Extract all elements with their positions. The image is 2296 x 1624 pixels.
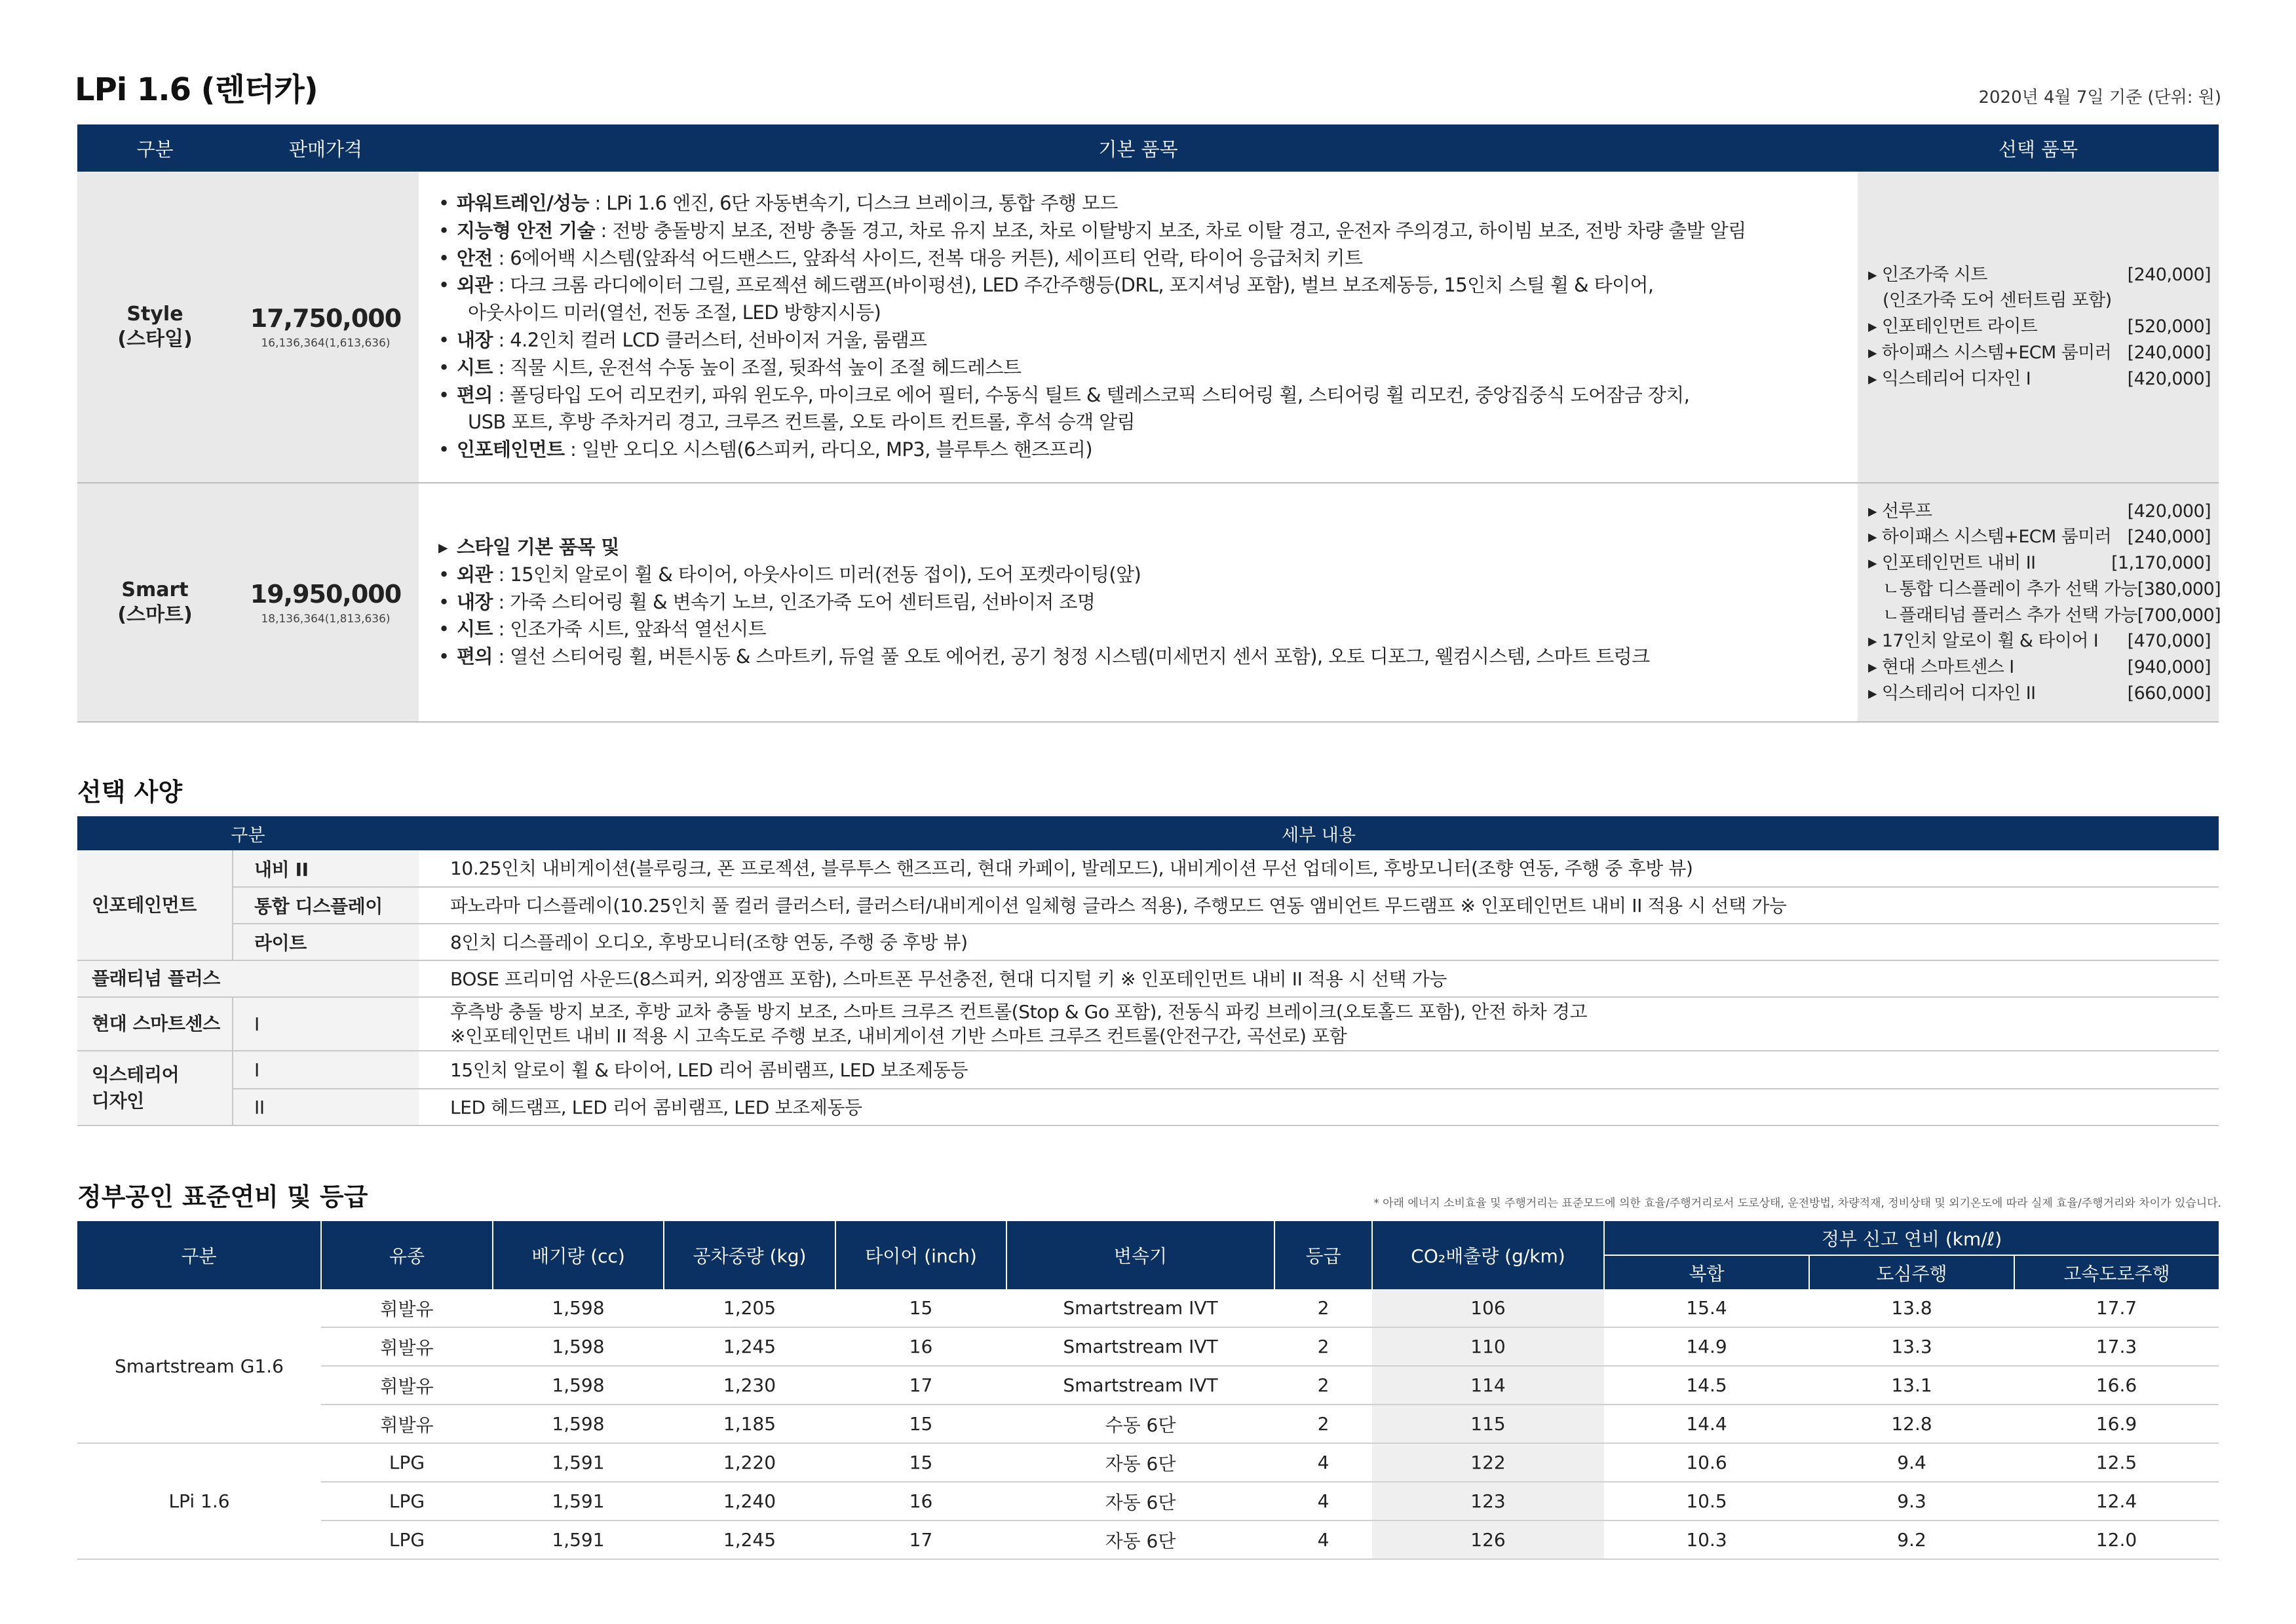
fuel-cell-city: 12.8 <box>1809 1405 2014 1443</box>
trim-row-smart <box>77 483 2219 722</box>
basic-item-text: : LPi 1.6 엔진, 6단 자동변속기, 디스크 브레이크, 통합 주행 모드 <box>588 192 1118 215</box>
fuel-cell-co2: 110 <box>1372 1327 1604 1366</box>
fuel-cell-co2: 114 <box>1372 1366 1604 1405</box>
bullet: • <box>438 383 450 406</box>
option-price: [520,000] <box>2127 316 2211 337</box>
spec-row <box>77 924 2219 960</box>
basic-item-text: : 폴딩타입 도어 리모컨키, 파워 윈도우, 마이크로 에어 필터, 수동식 틸트 & 텔레스코픽 스티어링 휠, 스티어링 휠 리모컨, 중앙집중식 도어잠금 장치, <box>492 383 1690 406</box>
spec-row <box>77 887 2219 924</box>
fuel-cell-fuel: 휘발유 <box>321 1405 493 1443</box>
option-name: ㄴ통합 디스플레이 추가 선택 가능 <box>1883 578 2137 599</box>
basic-item-text: : 일반 오디오 시스템(6스피커, 라디오, MP3, 블루투스 핸즈프리) <box>564 438 1093 461</box>
bullet: • <box>438 192 450 215</box>
option-price: [240,000] <box>2127 342 2211 363</box>
basic-item-label: 지능형 안전 기술 <box>457 219 595 242</box>
basic-item <box>438 616 1858 643</box>
fuel-header-highway: 고속도로주행 <box>2014 1255 2219 1289</box>
spec-row <box>77 1051 2219 1089</box>
option-item <box>1868 550 2211 576</box>
spec-detail-line: ※인포테인먼트 내비 II 적용 시 고속도로 주행 보조, 내비게이션 기반 스마트 크루즈 컨트롤(안전구간, 곡선로) 포함 <box>450 1025 1347 1047</box>
spec-row <box>77 1089 2219 1125</box>
spec-detail-platinum: BOSE 프리미엄 사운드(8스피커, 외장앰프 포함), 스마트폰 무선충전, 현대 디지털 키 ※ 인포테인먼트 내비 II 적용 시 선택 가능 <box>419 960 2219 997</box>
trim-price-smart <box>233 483 419 722</box>
option-name: ▸ 하이패스 시스템+ECM 룸미러 <box>1868 527 2112 548</box>
option-price: [240,000] <box>2127 527 2211 548</box>
fuel-row <box>77 1520 2219 1559</box>
option-price: [700,000] <box>2137 605 2221 626</box>
fuel-row <box>77 1405 2219 1443</box>
fuel-header-category: 구분 <box>77 1221 321 1289</box>
option-name: ▸ 하이패스 시스템+ECM 룸미러 <box>1868 342 2112 363</box>
basic-item-label: 시트 <box>457 356 493 379</box>
trim-name-smart <box>77 483 233 722</box>
basic-item-text: : 6에어백 시스템(앞좌석 어드밴스드, 앞좌석 사이드, 전복 대응 커튼), 세이프티 언락, 타이어 응급처치 키트 <box>492 246 1363 269</box>
spec-table-header <box>77 816 2219 850</box>
fuel-cell-fuel: LPG <box>321 1482 493 1520</box>
date-note: 2020년 4월 7일 기준 (단위: 원) <box>1978 88 2221 107</box>
fuel-cell-co2: 106 <box>1372 1289 1604 1327</box>
fuel-cell-co2: 115 <box>1372 1405 1604 1443</box>
basic-item-text: : 다크 크롬 라디에이터 그릴, 프로젝션 헤드램프(바이펑션), LED 주간주행등(DRL, 포지셔닝 포함), 벌브 보조제동등, 15인치 스틸 휠 & 타이어, <box>492 274 1654 297</box>
bullet: • <box>438 563 450 586</box>
spec-category-exterior <box>77 1051 233 1125</box>
spec-row <box>77 850 2219 887</box>
bullet: • <box>438 618 450 641</box>
bullet: • <box>438 329 450 351</box>
basic-item <box>438 589 1858 616</box>
fuel-cell-grade: 4 <box>1274 1520 1372 1559</box>
fuel-cell-trans: 자동 6단 <box>1006 1520 1274 1559</box>
header-basic: 기본 품목 <box>1098 138 1178 161</box>
fuel-cell-kg: 1,185 <box>664 1405 835 1443</box>
trim-price-style <box>233 172 419 483</box>
spec-sub-display: 통합 디스플레이 <box>233 887 419 924</box>
bullet: • <box>438 219 450 242</box>
fuel-cell-cc: 1,591 <box>493 1443 664 1482</box>
spec-row <box>77 997 2219 1051</box>
fuel-cell-grade: 4 <box>1274 1482 1372 1520</box>
option-name: ▸ 익스테리어 디자인 I <box>1868 368 2031 389</box>
basic-item-label: 편의 <box>457 383 493 406</box>
options-style <box>1858 172 2219 483</box>
basic-item-label: 시트 <box>457 618 493 641</box>
option-name: ▸ 익스테리어 디자인 II <box>1868 683 2036 704</box>
fuel-cell-tire: 15 <box>835 1289 1006 1327</box>
option-item <box>1868 366 2211 392</box>
basic-item-text: : 열선 스티어링 휠, 버튼시동 & 스마트키, 듀얼 풀 오토 에어컨, 공기 청정 시스템(미세먼지 센서 포함), 오토 디포그, 웰컴시스템, 스마트 트렁크 <box>492 645 1650 668</box>
option-name: ▸ 인조가죽 시트 <box>1868 264 1987 285</box>
fuel-row <box>77 1443 2219 1482</box>
fuel-header-city: 도심주행 <box>1809 1255 2014 1289</box>
option-item <box>1868 603 2221 629</box>
basic-item <box>438 436 1858 464</box>
fuel-cell-highway: 12.0 <box>2014 1520 2219 1559</box>
fuel-header-efficiency: 정부 신고 연비 (km/ℓ) <box>1821 1228 2002 1250</box>
spec-category-platinum: 플래티넘 플러스 <box>77 960 419 997</box>
option-item <box>1868 576 2221 603</box>
basic-item-label: 편의 <box>457 645 493 668</box>
fuel-cell-trans: Smartstream IVT <box>1006 1366 1274 1405</box>
spec-sub-smartsense: I <box>233 997 419 1051</box>
fuel-cell-cc: 1,598 <box>493 1366 664 1405</box>
bullet: • <box>438 246 450 269</box>
trim-row-style <box>77 172 2219 483</box>
page-title: LPi 1.6 (렌터카) <box>75 71 318 108</box>
option-name: ▸ 현대 스마트센스 I <box>1868 656 2014 677</box>
fuel-header-weight: 공차중량 (kg) <box>664 1221 835 1289</box>
option-name: ▸ 17인치 알로이 휠 & 타이어 I <box>1868 631 2099 652</box>
spec-category-line: 디자인 <box>92 1090 144 1112</box>
option-name: ▸ 인포테인먼트 내비 II <box>1868 553 2036 574</box>
header-category: 구분 <box>136 138 174 161</box>
fuel-cell-fuel: 휘발유 <box>321 1289 493 1327</box>
fuel-cell-combined: 10.6 <box>1604 1443 1809 1482</box>
basic-item <box>438 409 1858 436</box>
basic-item <box>438 327 1858 354</box>
fuel-row <box>77 1366 2219 1405</box>
fuel-header-transmission: 변속기 <box>1006 1221 1274 1289</box>
fuel-cell-kg: 1,205 <box>664 1289 835 1327</box>
option-price: [660,000] <box>2127 683 2211 704</box>
spec-detail-exterior-1: 15인치 알로이 휠 & 타이어, LED 리어 콤비램프, LED 보조제동등 <box>419 1051 2219 1089</box>
spec-row <box>77 960 2219 997</box>
bullet: • <box>438 356 450 379</box>
bullet: • <box>438 645 450 668</box>
option-price: [940,000] <box>2127 656 2211 677</box>
basic-item-label: 외관 <box>457 274 493 297</box>
fuel-cell-highway: 16.9 <box>2014 1405 2219 1443</box>
price-main: 17,750,000 <box>250 304 402 333</box>
fuel-cell-city: 13.3 <box>1809 1327 2014 1366</box>
spec-detail-smartsense <box>419 997 2219 1051</box>
fuel-header-displacement: 배기량 (cc) <box>493 1221 664 1289</box>
fuel-cell-trans: 자동 6단 <box>1006 1443 1274 1482</box>
trim-name: Smart <box>121 578 189 601</box>
spec-detail-exterior-2: LED 헤드램프, LED 리어 콤비램프, LED 보조제동등 <box>419 1089 2219 1125</box>
fuel-cell-grade: 4 <box>1274 1443 1372 1482</box>
fuel-cell-highway: 17.3 <box>2014 1327 2219 1366</box>
spec-detail-line: 후측방 충돌 방지 보조, 후방 교차 충돌 방지 보조, 스마트 크루즈 컨트롤(Stop & Go 포함), 전동식 파킹 브레이크(오토홀드 포함), 안전 하차 경고 <box>450 1001 1588 1023</box>
spec-table <box>77 816 2219 1126</box>
fuel-header-co2: CO₂배출량 (g/km) <box>1372 1221 1604 1289</box>
basic-item <box>438 643 1858 671</box>
basic-item-label: 안전 <box>457 246 493 269</box>
option-name: ▸ 인포테인먼트 라이트 <box>1868 316 2038 337</box>
basic-item-label: 파워트레인/성능 <box>457 192 589 215</box>
spec-category-infotainment: 인포테인먼트 <box>77 850 233 960</box>
option-price: [380,000] <box>2137 578 2221 599</box>
fuel-cell-trans: 자동 6단 <box>1006 1482 1274 1520</box>
basic-item <box>438 354 1858 382</box>
price-sub: 18,136,364(1,813,636) <box>261 612 391 626</box>
basic-item <box>438 245 1858 273</box>
option-item <box>1868 681 2211 707</box>
basic-item-text: : 가죽 스티어링 휠 & 변속기 노브, 인조가죽 도어 센터트림, 선바이저 조명 <box>492 590 1096 613</box>
basic-item-label: 스타일 기본 품목 및 <box>457 536 619 558</box>
option-item <box>1868 314 2211 340</box>
basic-item-label: 인포테인먼트 <box>457 438 565 461</box>
option-item <box>1868 262 2211 288</box>
fuel-cell-fuel: 휘발유 <box>321 1366 493 1405</box>
bullet: • <box>438 438 450 461</box>
basic-item <box>438 534 1858 561</box>
fuel-cell-kg: 1,245 <box>664 1520 835 1559</box>
option-price: [240,000] <box>2127 264 2211 285</box>
spec-sub-light: 라이트 <box>233 924 419 960</box>
section-title-options: 선택 사양 <box>77 778 183 806</box>
fuel-cell-fuel: 휘발유 <box>321 1327 493 1366</box>
fuel-cell-co2: 123 <box>1372 1482 1604 1520</box>
basic-item-text: : 직물 시트, 운전석 수동 높이 조절, 뒷좌석 높이 조절 헤드레스트 <box>492 356 1022 379</box>
fuel-cell-combined: 10.3 <box>1604 1520 1809 1559</box>
option-item <box>1868 524 2211 550</box>
basic-item-text: : 전방 충돌방지 보조, 전방 충돌 경고, 차로 유지 보조, 차로 이탈방지 보조, 차로 이탈 경고, 운전자 주의경고, 하이빔 보조, 전방 차량 출발 알림 <box>594 219 1746 242</box>
basic-item <box>438 272 1858 299</box>
fuel-cell-highway: 12.4 <box>2014 1482 2219 1520</box>
price-sub: 16,136,364(1,613,636) <box>261 337 391 350</box>
basic-item <box>438 217 1858 245</box>
fuel-cell-city: 9.4 <box>1809 1443 2014 1482</box>
fuel-table-body <box>77 1289 2219 1559</box>
spec-category-line: 익스테리어 <box>92 1064 180 1086</box>
fuel-cell-combined: 10.5 <box>1604 1482 1809 1520</box>
basic-item <box>438 190 1858 217</box>
option-item <box>1868 340 2211 366</box>
basic-items-style <box>419 172 1858 483</box>
fuel-cell-trans: Smartstream IVT <box>1006 1289 1274 1327</box>
fuel-cell-co2: 126 <box>1372 1520 1604 1559</box>
fuel-header-grade: 등급 <box>1274 1221 1372 1289</box>
fuel-header-fuel: 유종 <box>321 1221 493 1289</box>
fuel-cell-city: 13.1 <box>1809 1366 2014 1405</box>
trim-name-style <box>77 172 233 483</box>
trim-name-ko: (스마트) <box>117 603 193 626</box>
option-price: [470,000] <box>2127 631 2211 652</box>
fuel-cell-fuel: LPG <box>321 1443 493 1482</box>
fuel-cell-tire: 16 <box>835 1327 1006 1366</box>
spec-sub-exterior-1: I <box>233 1051 419 1089</box>
fuel-cell-highway: 17.7 <box>2014 1289 2219 1327</box>
fuel-cell-cc: 1,598 <box>493 1405 664 1443</box>
option-price: [1,170,000] <box>2111 553 2211 574</box>
fuel-cell-highway: 16.6 <box>2014 1366 2219 1405</box>
bullet: • <box>438 274 450 297</box>
spec-category-smartsense: 현대 스마트센스 <box>77 997 233 1051</box>
fuel-cell-kg: 1,220 <box>664 1443 835 1482</box>
trim-name-ko: (스타일) <box>117 328 193 350</box>
fuel-cell-kg: 1,245 <box>664 1327 835 1366</box>
fuel-note: * 아래 에너지 소비효율 및 주행거리는 표준모드에 의한 효율/주행거리로서 도로상태, 운전방법, 차량적재, 정비상태 및 외기온도에 따라 실제 효율/주행거리와 차이가 있습니다. <box>1373 1197 2221 1210</box>
basic-item-text: : 4.2인치 컬러 LCD 클러스터, 선바이저 거울, 룸램프 <box>492 329 927 351</box>
fuel-cell-cc: 1,598 <box>493 1327 664 1366</box>
trim-name: Style <box>126 303 183 326</box>
basic-item-text: 아웃사이드 미러(열선, 전동 조절, LED 방향지시등) <box>468 301 881 324</box>
fuel-cell-co2: 122 <box>1372 1443 1604 1482</box>
fuel-cell-grade: 2 <box>1274 1405 1372 1443</box>
fuel-cell-grade: 2 <box>1274 1327 1372 1366</box>
bullet: • <box>438 590 450 613</box>
spec-header-category: 구분 <box>231 825 265 846</box>
fuel-cell-city: 9.3 <box>1809 1482 2014 1520</box>
price-main: 19,950,000 <box>250 579 402 609</box>
options-smart <box>1858 483 2219 722</box>
option-item <box>1868 288 2211 314</box>
option-item <box>1868 654 2211 681</box>
fuel-cell-tire: 15 <box>835 1405 1006 1443</box>
fuel-group-name: LPi 1.6 <box>77 1443 321 1559</box>
fuel-cell-trans: Smartstream IVT <box>1006 1327 1274 1366</box>
spec-sub-exterior-2: II <box>233 1089 419 1125</box>
fuel-row <box>77 1289 2219 1327</box>
fuel-row <box>77 1327 2219 1366</box>
option-name: ▸ 선루프 <box>1868 500 1932 521</box>
spec-header-detail: 세부 내용 <box>1282 825 1356 846</box>
option-name: ㄴ플래티넘 플러스 추가 선택 가능 <box>1883 605 2137 626</box>
option-item <box>1868 499 2211 525</box>
fuel-row <box>77 1482 2219 1520</box>
fuel-cell-combined: 15.4 <box>1604 1289 1809 1327</box>
spec-detail-navi: 10.25인치 내비게이션(블루링크, 폰 프로젝션, 블루투스 핸즈프리, 현대 카페이, 발레모드), 내비게이션 무선 업데이트, 후방모니터(조향 연동, 주행 중 후방 뷰) <box>419 850 2219 887</box>
fuel-header-combined: 복합 <box>1604 1255 1809 1289</box>
fuel-cell-kg: 1,240 <box>664 1482 835 1520</box>
spec-sub-navi: 내비 II <box>233 850 419 887</box>
fuel-cell-grade: 2 <box>1274 1366 1372 1405</box>
fuel-cell-cc: 1,591 <box>493 1520 664 1559</box>
fuel-cell-trans: 수동 6단 <box>1006 1405 1274 1443</box>
fuel-cell-city: 13.8 <box>1809 1289 2014 1327</box>
basic-item-text: : 인조가죽 시트, 앞좌석 열선시트 <box>492 618 767 641</box>
spec-detail-light: 8인치 디스플레이 오디오, 후방모니터(조향 연동, 주행 중 후방 뷰) <box>419 924 2219 960</box>
fuel-cell-city: 9.2 <box>1809 1520 2014 1559</box>
trim-table-header <box>77 124 2219 172</box>
fuel-cell-combined: 14.4 <box>1604 1405 1809 1443</box>
fuel-cell-tire: 15 <box>835 1443 1006 1482</box>
fuel-header-row <box>77 1221 2219 1255</box>
fuel-cell-kg: 1,230 <box>664 1366 835 1405</box>
basic-item <box>438 561 1858 589</box>
bullet: ▸ <box>438 536 448 558</box>
fuel-cell-tire: 16 <box>835 1482 1006 1520</box>
basic-item <box>438 299 1858 327</box>
option-item <box>1868 628 2211 654</box>
fuel-cell-tire: 17 <box>835 1520 1006 1559</box>
fuel-cell-cc: 1,598 <box>493 1289 664 1327</box>
fuel-cell-grade: 2 <box>1274 1289 1372 1327</box>
basic-item-label: 외관 <box>457 563 493 586</box>
header-price: 판매가격 <box>288 138 363 161</box>
fuel-cell-cc: 1,591 <box>493 1482 664 1520</box>
section-title-fuel: 정부공인 표준연비 및 등급 <box>77 1182 368 1211</box>
fuel-group-name: Smartstream G1.6 <box>77 1289 321 1443</box>
trim-table <box>77 124 2219 723</box>
option-price: [420,000] <box>2127 500 2211 521</box>
fuel-cell-fuel: LPG <box>321 1520 493 1559</box>
option-name: (인조가죽 도어 센터트림 포함) <box>1883 290 2112 311</box>
basic-item-text: : 15인치 알로이 휠 & 타이어, 아웃사이드 미러(전동 접이), 도어 포켓라이팅(앞) <box>492 563 1141 586</box>
basic-items-smart <box>419 483 1858 722</box>
basic-item-text: USB 포트, 후방 주차거리 경고, 크루즈 컨트롤, 오토 라이트 컨트롤, 후석 승객 알림 <box>468 411 1136 434</box>
basic-item-label: 내장 <box>457 590 493 613</box>
header-options: 선택 품목 <box>1998 138 2078 161</box>
fuel-table <box>77 1221 2219 1560</box>
fuel-header-tire: 타이어 (inch) <box>835 1221 1006 1289</box>
fuel-cell-combined: 14.9 <box>1604 1327 1809 1366</box>
fuel-cell-tire: 17 <box>835 1366 1006 1405</box>
fuel-cell-highway: 12.5 <box>2014 1443 2219 1482</box>
spec-detail-display: 파노라마 디스플레이(10.25인치 풀 컬러 클러스터, 클러스터/내비게이션 일체형 글라스 적용), 주행모드 연동 앰비언트 무드램프 ※ 인포테인먼트 내비 II 적용 시 선택 가능 <box>419 887 2219 924</box>
basic-item <box>438 382 1858 409</box>
basic-item-label: 내장 <box>457 329 493 351</box>
option-price: [420,000] <box>2127 368 2211 389</box>
fuel-cell-combined: 14.5 <box>1604 1366 1809 1405</box>
